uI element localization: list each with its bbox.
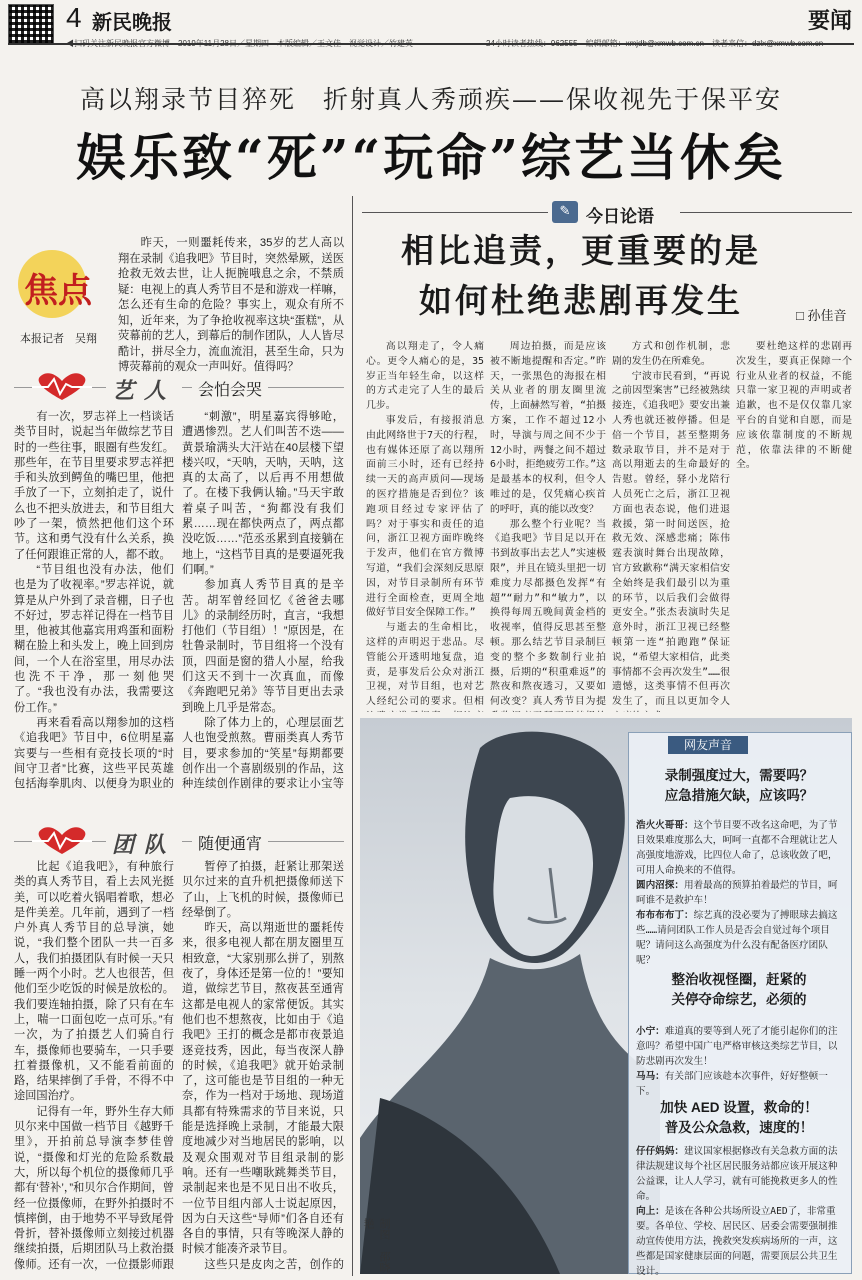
newspaper-name: 新民晚报: [92, 10, 172, 34]
artist-column-2: “刺激”，明星嘉宾得够呛，遭遇惨烈。艺人们叫苦不迭——黄景瑜满头大汗站在40层楼下望楼兴叹，“天呐，天呐，天呐，这真的太高了，以后再不用想做了。在楼下我俩认输。”马天宇敢着桌子叫苦，“狗都没有我们累……现在都快两点了，两点都没吃饭……”范丞丞累到直接躺在地上，“这档节目真的是要逼死我们啊。” 参加真人秀节目真的是辛苦。胡军曾经回忆《爸爸去哪儿》的录制经历时，直言，“我想打他们（节目组）！”原因是，在牡鲁录制时，节目组将一个没有顶，四面是窗的猎人小屋，给我们这天不到十一次真血，而像《奔跑吧兄弟》等节目更出去录到晚上几乎是常态。 除了体力上的，心理层面艺人也饱受煎熬。曹丽类真人秀节目，要求参加的“笑星”每期都要创作出一个喜剧级别的作品，这种连续创作剧律的要求让小宝等: [182, 411, 344, 790]
subhead-team: [14, 826, 344, 856]
netizen-comments-2: 小宁：难道真的要等到人死了才能引起你们的注意吗？希望中国广电严格审核这类综艺节目，以防悲剧再次发生！ 马马：有关部门应该趁本次事件，好好整顿一下。: [636, 1026, 838, 1097]
commentary-column-4: 要杜绝这样的悲剧再次发生，要真正保障一个行业从业者的权益，不能只靠一家卫视的声明或者追歉，也不是仅仅靠几家平台的自觉和自愿，而是应该依靠制度的不断规范，依靠法律的不断健全。: [736, 341, 852, 471]
header-rule: [8, 43, 854, 45]
headline-subtitle: 高以翔录节目猝死 折射真人秀顽疾——保收视先于保平安: [79, 85, 782, 114]
headline-title: 娱乐致“死”“玩命”综艺当休矣: [75, 128, 787, 187]
netizen-user: 马马：: [636, 1071, 665, 1082]
commentary-author: □ 孙佳音: [796, 308, 847, 323]
subhead-team-keyword: 团队: [106, 828, 182, 859]
netizen-comments-3: 仔仔妈妈：建议国家根据修改有关急救方面的法律法规建议每个社区居民服务站都应该开展这种公益课，让人人学习，就有可能挽救更多人的性命。 向上：是该在各种公共场所设立AED了，非常重要。各单位、学校、居民区、居委会需要强制推动宣传使用方法，挽救突发疾病场所的一声，这些都是国家健康层面的问题，需要顶层公共卫生设计。: [636, 1146, 838, 1277]
commentary-badge: [548, 201, 680, 226]
commentary-badge-label: 今日论语: [586, 207, 654, 226]
pen-icon: ✎: [552, 201, 578, 223]
netizen-user: 小宁：: [636, 1026, 665, 1037]
artist-column-1: 有一次，罗志祥上一档谈话类节目时，说起当年做综艺节目时的一些往事，眼圈有些发红。那些年，在节目里要求罗志祥把手和头放到鳄鱼的嘴巴里，他把手放了一下，立刻拍走了，说什么也不把头放进去，和节目组大吵了一架，愤然把他们这个环节。这和勇气没有什么关系，换了任何跟谁正常的人，都不敢。 “节目组也没有办法，他们也是为了收视率。”罗志祥说，就算是从户外到了录音棚，日子也不好过，罗志祥记得在一档节目里，他被其他嘉宾用鸡蛋和面粉糊在脸上和头发上，晚上回到房间，一个人在浴室里，用尽办法也洗不干净，那一刻他哭了。“我也没有办法，我需要这份工作。” 再来看看高以翔参加的这档《追我吧》节目中，6位明星嘉宾要与一些相有竞技长项的“时间守卫者”比赛，这些平民英雄包括海拳肌肉、以便身为职业的: [14, 411, 174, 790]
netizen-user: 布布布布丁：: [636, 910, 694, 921]
focus-logo: [12, 240, 104, 330]
focus-author: 本报记者 吴翔: [20, 333, 97, 345]
commentary-column-2: 周边拍摄，而是应该被不断地提醒和否定。”昨天，一张黑色的海报在相关从业者的朋友圈里流传，上面赫然写着，“拍摄方案，工作不超过12小时，导演与周之间不少于12小时，两餐之间不超过6小时，拒绝疲劳工作。”这是最基本的权利，但令人唯过的是，仅凭痛心疾首的呼吁，真的能以改变？ 那么整个行业呢？当《追我吧》节目足以开在书到故事出去艺人”实速极限”，并且在镜头里把一切难度力尽都摄色发挥“有超”“耐力”和“敏力”，以换得每周五晚间黄金档的收视率，值得反思甚至整顿。那么结艺节目录制巨变的整个多数制行业拍摄，后期的“积重难返”的熬夜和熬夜透习，又要如何改变？真人秀节目为提: [490, 341, 606, 708]
netizen-question-1: 录制强度过大，需要吗？ 应急措施欠缺，应该吗？: [664, 768, 814, 803]
netizen-user: 向上：: [636, 1206, 665, 1217]
section-name: 要闻: [807, 8, 852, 34]
netizen-header: 网友声音: [668, 736, 748, 754]
netizen-user: 圆内沼探：: [636, 880, 684, 891]
illustration-credit: 制图 邵晓艳: [362, 1218, 390, 1273]
netizen-question-3: 加快 AED 设置，救命的！ 普及公众急救，速度的！: [660, 1100, 818, 1135]
team-column-2: 暂停了拍摄，赶紧让那架送贝尔过来的直升机把摄像师送下了山，上飞机的时候，摄像师已经晕倒了。 昨天，高以翔逝世的噩耗传来，很多电视人都在朋友圈里互相致意，“大家别那么拼了，别熬夜了，身体还是第一位的！”要知道，做综艺节目，熬夜甚至通宵这都是电视人的家常便饭。其实他们也不想熬夜，比如由于《追我吧》王打的概念是都市夜景追逐竞技秀，因此，每当夜深人静的时候，《追我吧》就开始录制了，这可能也是节目组的一种无奈，作为一档对于场地、现场道具都有特殊需求的节目来说，只能是选择晚上录制，才能最大限度地减少对当地居民的影响，以及观众围观对节目组录制的影响。还有一些嘲耿跳舞类节目，录制起来也是不见日出不收兵，一位节目组内部人士说起原因，因为白天这些“导师”们各自还有各自的事情，只有等晚深人静的时候才能凑齐录节目。 这些只是皮肉之苦，创作的: [182, 861, 344, 1271]
commentary-title: [366, 226, 796, 326]
netizen-user: 仔仔妈妈：: [636, 1146, 684, 1157]
heart-pulse-icon: [30, 826, 94, 856]
subhead-artist: [14, 372, 344, 402]
subhead-team-heading: 随便通宵: [192, 831, 268, 854]
commentary-column-1: 高以翔走了，令人痛心。更令人痛心的是，35岁正当年轻生命，以这样的方式走完了人生的最后几步。 事发后，有接报消息由此网络世于7天的行程，也有媒体还原了高以翔所面前三小时，还有已经持续一天的高声质问——现场的医疗措施是否到位？该跑项目经过专家评估了吗？对于事实和责任的追问，浙江卫视方面昨晚终于发声，他们在官方微博写道，“我们会深刻反思原因，对节目录制所有环节进行全面检查，更周全地做好节目安全保障工作。” 与逝去的生命相比，这样的声明迟于悲品。尽管能公开透明地复盘，追责，是事发后公众对浙江卫视，对节目组，也对艺人经纪公司的要求。但相: [366, 341, 484, 708]
qr-code[interactable]: [8, 4, 54, 44]
team-column-1: 比起《追我吧》，有种旅行类的真人秀节目，看上去风光挺美，可以吃着火锅唱着歌，想必是件美差。几年前，遇到了一档户外真人秀节目的总导演，她说，“我们整个团队一共一百多人，我们拍摄团队有时候一天只睡一两个小时。艺人也很苦，但他们至少吃饭的时候是放松的。我们要连轴拍摄，除了只有在车上，喘一口面包吃一点可乐。”有一次，为了拍摄艺人们骑自行车，摄像师也要骑车，一只手要扛着摄像机，又不能看前面的路，结果摔倒了手骨，不得不中途回国治疗。 记得有一年，野外生存大师贝尔来中国做一档节目《越野千里》，开拍前总导演李梦佳曾说，“摄像和灯光的危险系数最大，所以每个机位的摄像师几乎都有‘替补’，”和贝尔合作期间，曾经一位摄像师，在野外拍摄时不慎摔倒，由于地势不平导致尾骨骨折，替补摄像师立刻接过机器继续拍摄，后期团队马上救治摄像师。还有一次，一位摄影师跟: [14, 861, 174, 1271]
commentary-title-line1: 相比追责，更重要的是: [401, 231, 761, 270]
focus-intro: 昨天，一则噩耗传来，35岁的艺人高以翔在录制《追我吧》节目时，突然晕厥，送医抢救无效去世，让人扼腕哦息之余，不禁质疑：电视上的真人秀节目不是和游戏一样嘛，怎么还有生命的危险？事实上，观众有所不知，近年来，为了争抢收视率这块“蛋糕”，从荧幕前的艺人，到幕后的制作团队，人人皆尽酷计，拼尽全力，流血流泪，甚至生命，只为博荧幕前的观众一声叫好。值得吗？: [118, 237, 344, 373]
column-divider: [352, 196, 353, 1276]
netizen-comments-1: 浩火火哥哥：这个节目要不改名这命吧，为了节目效果难度那么大，呵呵一直都不合理就让艺人高强度地游戏，比四位人命了，总该收敛了吧，可用人命换来的不值得。 圆内沼探：用着最高的预算拍着最烂的节目，呵呵谁不是救护车！ 布布布布丁：综艺真的没必要为了搏眼球去搞这些……请问团队工作人员是否会自觉过每个项目呢？请问这么高强度为什么没有配备医疗团队呢？: [636, 820, 838, 966]
focus-logo-text: 焦点: [24, 271, 92, 311]
heart-pulse-icon: [30, 372, 94, 402]
page-number: 4: [66, 2, 82, 33]
subhead-artist-keyword: 艺人: [106, 374, 182, 405]
netizen-question-2: 整治收视怪圈，赶紧的 关停夺命综艺，必须的: [671, 972, 807, 1007]
commentary-title-line2: 如何杜绝悲剧再发生: [419, 281, 743, 320]
commentary-column-3: 方式和创作机制，悲剧的发生仍在所难免。 宁波市民看到，“再说之前因型案害”已经被熟续接连，《追我吧》要安出兼人秀也就还被停播。但是倍一个节目，甚至整期务数录取节目，并不是对于高以翔逝去的生命最好的告慰。曾经，驿小龙陪行人员死亡之后，浙江卫视方面也表态说，他们进退救援，第一时间送医，抢救无效、深感悲痛；陈伟霆表演时舞台出现故障，官方致歉称“满天家相信安全始终是我们最引以为重的环节，以后我们会做得更安全。”张杰表演时失足意外时，浙江卫视已经整顿第一连“拍跑跑”保证说，“希望大家相信，此类事情都不会再次发生”……很遗憾，这类事情不但再次发生了，而且以更加令人: [612, 341, 730, 708]
netizen-user: 浩火火哥哥：: [636, 820, 694, 831]
subhead-artist-heading: 会怕会哭: [192, 377, 268, 400]
